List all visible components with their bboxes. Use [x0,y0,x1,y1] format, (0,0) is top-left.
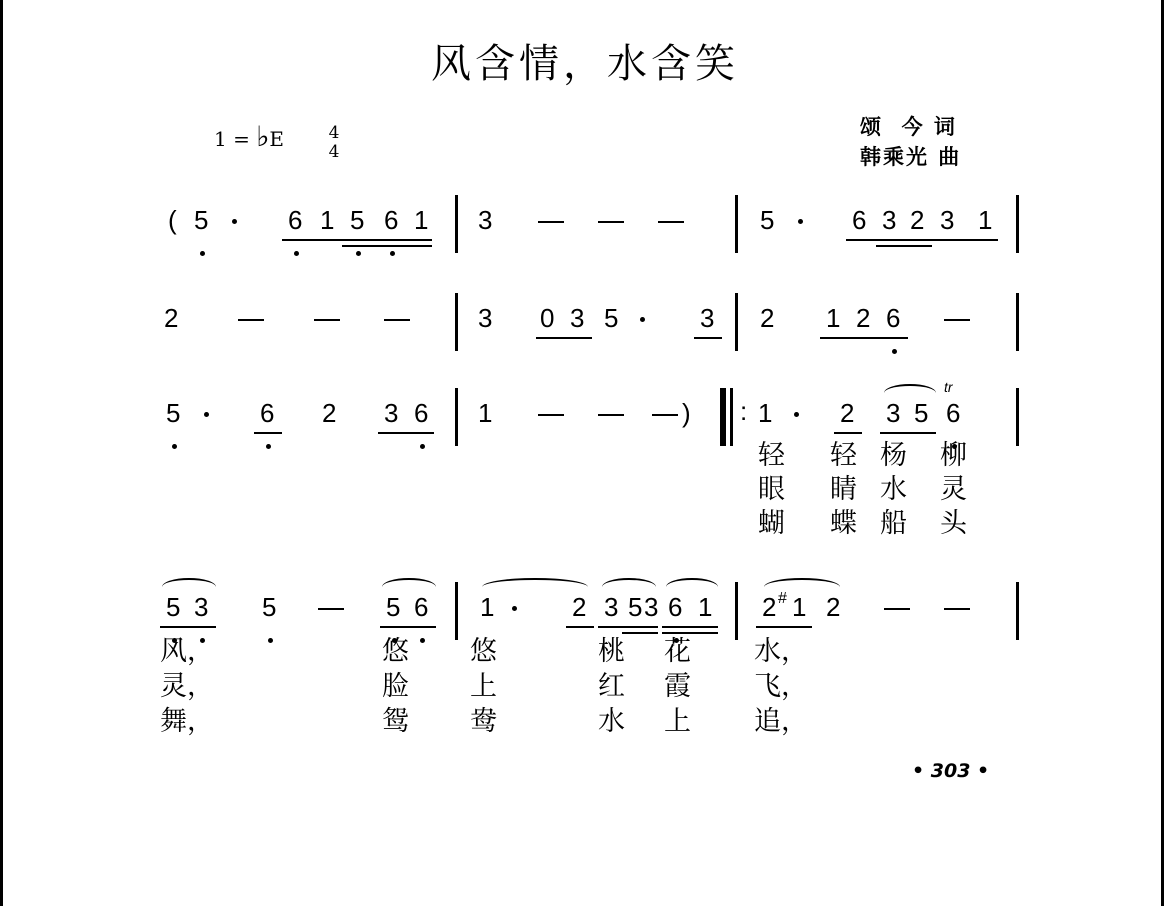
underline [820,337,908,339]
trill-ornament: tr [944,379,953,395]
lyric: 杨 [880,440,907,471]
lyric: 灵， [160,671,214,702]
augmentation-dot [798,219,803,224]
barline [1016,582,1019,640]
slur [602,578,656,596]
paren-close: ) [682,398,691,428]
barline [735,582,738,640]
note: 5 [166,592,181,622]
note: 1 [320,205,335,235]
lyric: 风， [160,636,214,667]
note: 1 [480,592,495,622]
dash [314,319,340,321]
paren-open: ( [168,205,177,235]
underline [662,632,718,634]
lyric: 脸 [382,671,409,702]
augmentation-dot [512,606,517,611]
barline [735,195,738,253]
note: 2 [164,303,179,333]
lyric: 上 [664,706,691,737]
dash [538,414,564,416]
time-signature [326,124,342,162]
note: 5 [262,592,277,622]
note: 5 [760,205,775,235]
note: 5 [604,303,619,333]
dash [318,608,344,610]
underline [846,239,998,241]
lyric: 鸯 [470,706,497,737]
note: 2 [826,592,841,622]
note: 3 [882,205,897,235]
note: 3 [700,303,715,333]
underline [566,626,594,628]
note: 6 [852,205,867,235]
note: 5 [350,205,365,235]
note: 5 [628,592,643,622]
lyric: 追， [754,706,808,737]
low-dot [268,638,273,643]
note: 1 [698,592,713,622]
music-row-3 [0,379,1170,478]
dash [652,414,678,416]
lyric: 悠 [382,636,409,667]
lyric: 头 [940,508,967,539]
lyric: 桃 [598,636,625,667]
music-row-2 [0,303,1170,383]
note: 3 [940,205,955,235]
note: 2 [762,592,777,622]
slur [764,578,840,596]
dash [598,414,624,416]
repeat-barline [720,388,726,446]
low-dot [420,444,425,449]
page-number: • 303 • [912,760,990,782]
note: 6 [260,398,275,428]
underline [694,337,722,339]
note: 3 [886,398,901,428]
composer-credit: 韩乘光 曲 [860,144,962,169]
lyric: 悠 [470,636,497,667]
dash [384,319,410,321]
note: 6 [668,592,683,622]
note: 6 [886,303,901,333]
note: 3 [604,592,619,622]
underline [662,626,718,628]
music-row-1 [0,205,1170,285]
song-title: 风含情，水含笑 [431,41,739,87]
lyric: 鸳 [382,706,409,737]
repeat-barline-thin [730,388,733,446]
flat-sign: ♭ [256,120,270,153]
barline [1016,388,1019,446]
note: 5 [166,398,181,428]
underline [598,626,658,628]
key-prefix: 1 = [214,127,250,151]
lyric: 轻 [830,440,857,471]
underline [282,239,432,241]
lyricist-credit: 颂 今 词 [860,114,957,139]
lyric: 舞， [160,706,214,737]
note: 2 [856,303,871,333]
lyric: 蝶 [830,508,857,539]
low-dot [266,444,271,449]
underline [876,245,932,247]
augmentation-dot [232,219,237,224]
dash [658,221,684,223]
note: 2 [840,398,855,428]
note: 3 [194,592,209,622]
underline [536,337,592,339]
note: 3 [384,398,399,428]
low-dot [172,444,177,449]
barline [455,195,458,253]
underline [254,432,282,434]
lyric: 柳 [940,440,967,471]
note: 3 [644,592,659,622]
lyric: 水 [598,706,625,737]
slur [382,578,436,596]
sharp-sign: # [778,590,787,607]
lyric: 灵 [940,474,967,505]
underline [622,632,658,634]
low-dot [420,638,425,643]
augmentation-dot [640,317,645,322]
note: 6 [414,592,429,622]
underline [160,626,216,628]
time-sig-top: 4 [328,123,340,143]
barline [1016,293,1019,351]
barline [455,293,458,351]
note: 1 [478,398,493,428]
note: 1 [826,303,841,333]
low-dot [200,251,205,256]
barline [1016,195,1019,253]
repeat-sign: : [740,396,748,426]
slur [884,384,936,402]
lyric: 蝴 [758,508,785,539]
note: 6 [946,398,961,428]
lyric: 睛 [830,474,857,505]
slur [666,578,718,596]
note: 6 [288,205,303,235]
note: 1 [792,592,807,622]
dash [538,221,564,223]
underline [756,626,812,628]
dash [598,221,624,223]
dash [944,608,970,610]
lyric: 红 [598,671,625,702]
note: 2 [760,303,775,333]
lyric: 霞 [664,671,691,702]
note: 0 [540,303,555,333]
time-sig-bottom: 4 [328,142,340,162]
low-dot [892,349,897,354]
lyric: 轻 [758,440,785,471]
note: 1 [414,205,429,235]
lyric: 水， [754,636,808,667]
barline [455,582,458,640]
lyric: 花 [664,636,691,667]
slur [162,578,216,596]
note: 1 [978,205,993,235]
note: 3 [570,303,585,333]
underline [378,432,434,434]
barline [455,388,458,446]
augmentation-dot [794,412,799,417]
low-dot [390,251,395,256]
underline [342,245,432,247]
lyric: 水 [880,474,907,505]
note: 2 [910,205,925,235]
dash [944,319,970,321]
low-dot [294,251,299,256]
barline [735,293,738,351]
note: 1 [758,398,773,428]
key-signature [214,120,284,153]
note: 5 [914,398,929,428]
underline [880,432,936,434]
dash [884,608,910,610]
underline [834,432,862,434]
note: 3 [478,303,493,333]
credits [860,112,961,172]
note: 2 [322,398,337,428]
note: 6 [384,205,399,235]
dash [238,319,264,321]
note: 3 [478,205,493,235]
note: 5 [386,592,401,622]
note: 6 [414,398,429,428]
underline [380,626,436,628]
note: 5 [194,205,209,235]
key-tonic: E [269,127,285,151]
lyric: 眼 [758,474,785,505]
note: 2 [572,592,587,622]
lyric: 船 [880,508,907,539]
augmentation-dot [204,412,209,417]
lyric: 上 [470,671,497,702]
low-dot [356,251,361,256]
lyric: 飞， [754,671,808,702]
